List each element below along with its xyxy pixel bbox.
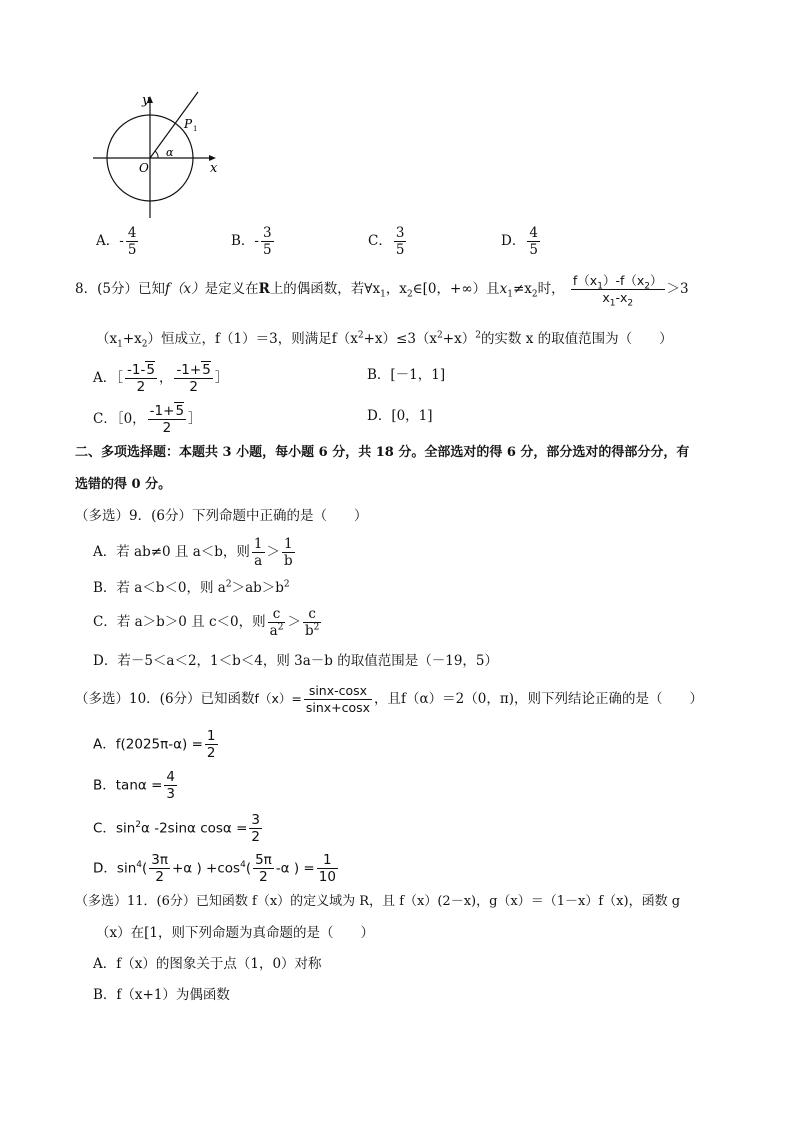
- q7-option-d[interactable]: D． $\frac{4}{5}$: [501, 225, 538, 258]
- q7-option-b[interactable]: B．- $\frac{3}{5}$: [231, 225, 272, 258]
- section2-header-line2: 选错的得 0 分。: [75, 477, 172, 492]
- angle-arc: [155, 151, 158, 158]
- q9-option-d[interactable]: D．若－5＜a＜2，1＜b＜4，则 3a－b 的取值范围是（－19，5）: [93, 653, 498, 669]
- q9-option-b[interactable]: B．若 a＜b＜0，则 $a^2>ab>b^2$: [93, 579, 290, 596]
- q11-stem-line2: （x）在[1，则下列命题为真命题的是（ ）: [96, 925, 374, 941]
- x-label: x: [210, 161, 218, 176]
- q10-option-c[interactable]: C．$\sin^2\alpha$ -2sinα cosα = $\frac{3}{2}$: [93, 812, 261, 845]
- origin-label: O: [139, 161, 149, 175]
- q9-stem: （多选）9．(6分）下列命题中正确的是（ ）: [75, 508, 368, 524]
- q8-option-d[interactable]: D．[0，1]: [367, 408, 433, 424]
- q10-option-b[interactable]: B．tanα = $\frac{4}{3}$: [93, 769, 175, 802]
- q9-option-a[interactable]: A．若 ab≠0 且 a＜b，则 $\frac{1}{a}$ ＞ $\frac{1}{b}$: [93, 536, 293, 569]
- q11-option-a[interactable]: A．f（x）的图象关于点（1，0）对称: [93, 956, 322, 972]
- q10-function-fraction: $\frac{\sin x-\cos x}{\sin x+\cos x}$: [305, 683, 371, 715]
- q7-option-c[interactable]: C． $\frac{3}{5}$: [368, 225, 405, 258]
- q7-c-fraction: $\frac{3}{5}$: [395, 225, 405, 258]
- q8-main-fraction: $\frac{f(x_1)-f(x_2)}{x_1-x_2}$: [572, 273, 663, 309]
- q11-option-b[interactable]: B．f（x+1）为偶函数: [93, 987, 230, 1003]
- q7-option-a[interactable]: A．- $\frac{4}{5}$: [96, 225, 137, 258]
- q10-stem: （多选）10．(6分）已知函数f（x）= $\frac{\sin x-\cos x}{\sin x+\cos x}$ ，且f（α）＝2（0，π)，则下列结论正确的是（ ）: [75, 683, 703, 715]
- q8-stem-line2: $(x_1+x_2)$恒成立，f（1）＝3，则满足$f(x^2+x)\le 3(x^2+x)^2$的实数 x 的取值范围为（ ）: [96, 330, 673, 350]
- q8-option-a[interactable]: A．［ $\frac{-1-5}{2}$ ， $\frac{-1+5}{2}$ ］: [93, 362, 229, 395]
- angle-label: α: [166, 146, 174, 159]
- q8-option-c[interactable]: C．［0， $\frac{-1+5}{2}$ ］: [93, 403, 202, 436]
- q10-option-a[interactable]: A．f(2025π-α) = $\frac{1}{2}$: [93, 728, 216, 761]
- unit-circle-figure: [88, 88, 228, 223]
- q8-option-b[interactable]: B．[－1，1]: [367, 367, 446, 383]
- point-label: P: [184, 117, 193, 131]
- q7-a-fraction: $\frac{4}{5}$: [127, 225, 137, 258]
- section2-header-line1: 二、多项选择题：本题共 3 小题，每小题 6 分，共 18 分。全部选对的得 6 分，部分选对的得部分分，有: [75, 445, 690, 460]
- y-label: y: [142, 93, 150, 108]
- q9-option-c[interactable]: C．若 a＞b＞0 且 c＜0，则 $\frac{c}{a^2}$ ＞ $\frac{c}{b^2}$: [93, 606, 320, 639]
- q8-stem-line1: 8．(5分）已知f（x）是定义在R上的偶函数，若$\forall x_1$，$x_2\in[0$，+∞）且$x_1\ne x_2$时， $\frac{f(x_1)-f(x_2)}{x_1-x_2}$ ＞3: [75, 273, 689, 309]
- point-sub: 1: [193, 125, 198, 133]
- q7-b-fraction: $\frac{3}{5}$: [262, 225, 272, 258]
- q10-option-d[interactable]: D．$\sin^4$( $\frac{3\pi}{2}$ +α ) $+\cos^4$( $\frac{5\pi}{2}$ -α ) = $\frac{1}{10}$: [93, 852, 336, 885]
- q11-stem-line1: （多选）11．(6分）已知函数 f（x）的定义域为 R，且 f（x）(2－x)，g（x）＝（1－x）f（x)，函数 g: [75, 894, 681, 909]
- q7-d-fraction: $\frac{4}{5}$: [529, 225, 538, 258]
